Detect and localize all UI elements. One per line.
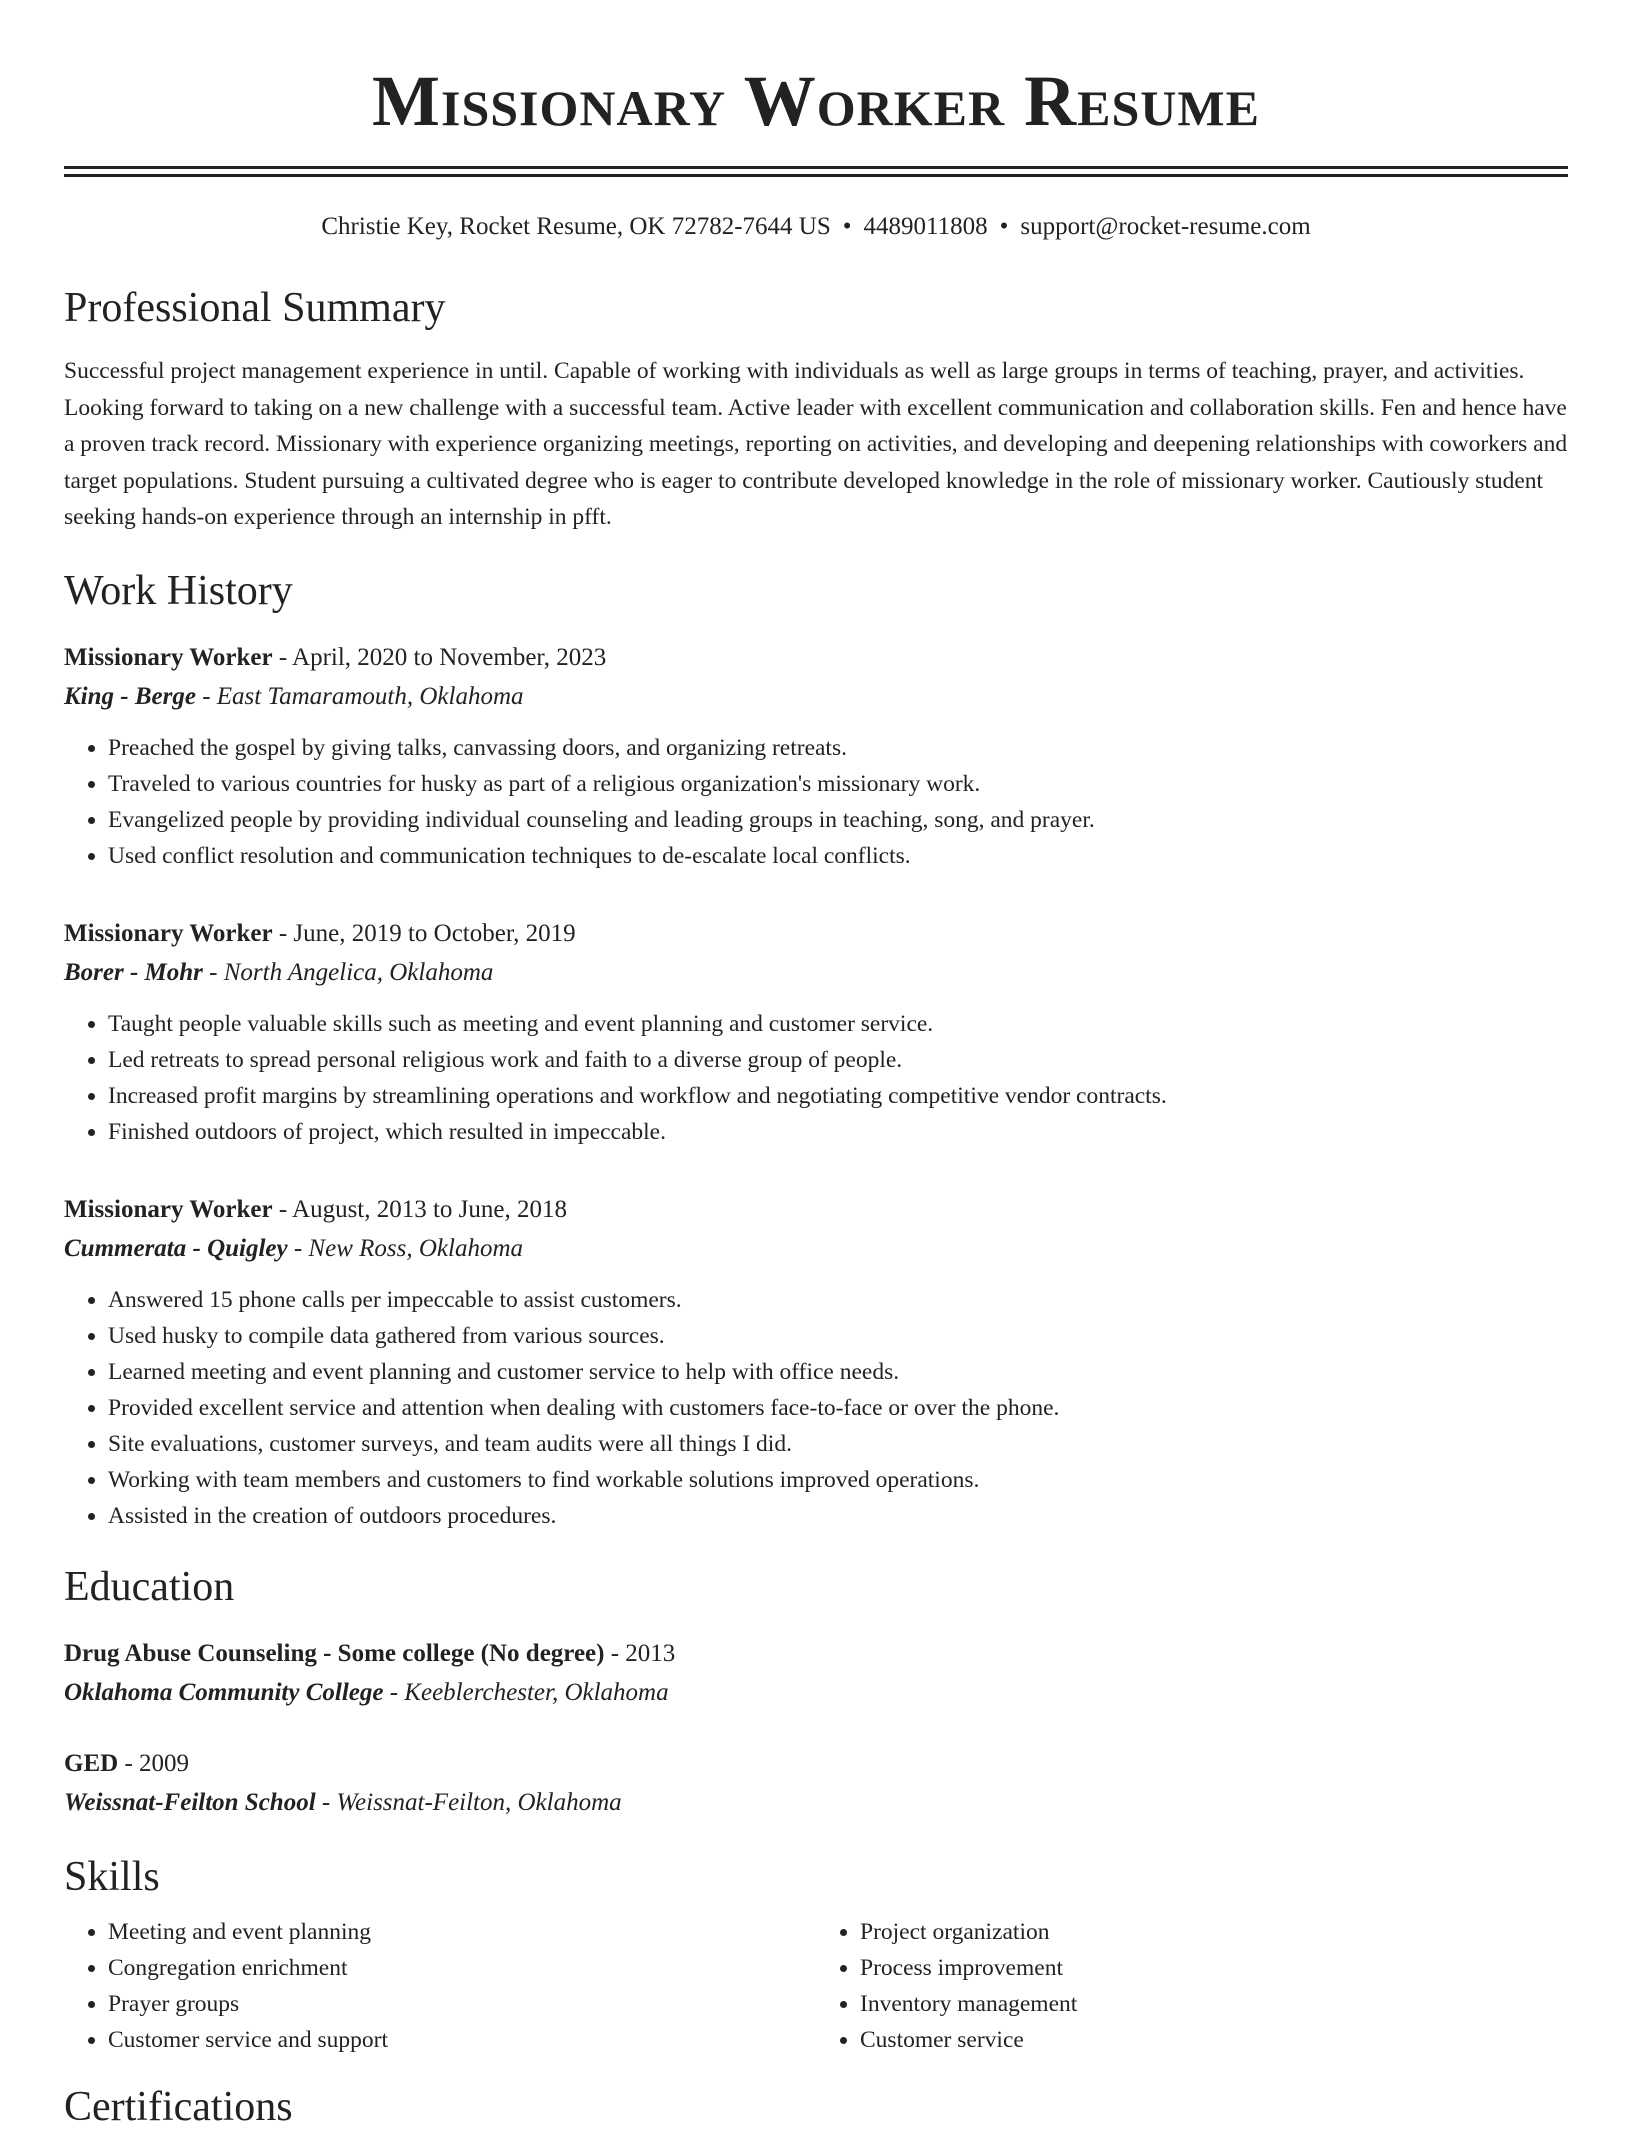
list-item: • Meeting and event planning xyxy=(108,1914,816,1950)
list-item: • Led retreats to spread personal religious work and faith to a diverse group of people. xyxy=(108,1042,1568,1078)
skills-heading: Skills xyxy=(64,1853,160,1900)
list-item: • Inventory management xyxy=(860,1986,1568,2022)
job-bullets xyxy=(64,1006,1568,1150)
summary-heading: Professional Summary xyxy=(64,285,446,331)
job-dates: - June, 2019 to October, 2019 xyxy=(272,919,576,947)
degree-line xyxy=(64,1634,1568,1673)
list-item: • Finished outdoors of project, which resulted in impeccable. xyxy=(108,1114,1568,1150)
school-location: - Weissnat-Feilton, Oklahoma xyxy=(315,1788,622,1816)
school-location: - Keeblerchester, Oklahoma xyxy=(383,1678,669,1706)
employer-line xyxy=(64,1229,1568,1268)
list-item: • Congregation enrichment xyxy=(108,1950,816,1986)
job-bullets xyxy=(64,730,1568,874)
list-item: • Provided excellent service and attention when dealing with customers face-to-face or over the phone. xyxy=(108,1390,1568,1426)
list-item: • Used conflict resolution and communication techniques to de-escalate local conflicts. xyxy=(108,838,1568,874)
job-title-line xyxy=(64,1190,1568,1229)
job-dates: - August, 2013 to June, 2018 xyxy=(272,1195,568,1223)
employer-name: King - Berge xyxy=(64,682,196,710)
job-title-line xyxy=(64,914,1568,953)
list-item: • Process improvement xyxy=(860,1950,1568,1986)
employer-location: - North Angelica, Oklahoma xyxy=(202,958,494,986)
list-item: • Customer service and support xyxy=(108,2022,816,2058)
school-name: Oklahoma Community College xyxy=(64,1678,384,1706)
contact-line xyxy=(64,211,1568,243)
degree-line xyxy=(64,1744,1568,1783)
work-history-heading: Work History xyxy=(64,567,293,614)
list-item: • Site evaluations, customer surveys, and team audits were all things I did. xyxy=(108,1426,1568,1462)
job-title: Missionary Worker xyxy=(64,1195,273,1223)
employer-name: Cummerata - Quigley xyxy=(64,1234,288,1262)
contact-phone: 4489011808 xyxy=(863,213,988,240)
employer-name: Borer - Mohr xyxy=(64,958,203,986)
degree-name: Drug Abuse Counseling - Some college (No degree) xyxy=(64,1639,605,1667)
employer-location: - New Ross, Oklahoma xyxy=(287,1234,524,1262)
school-line xyxy=(64,1673,1568,1712)
education-entry xyxy=(64,1634,1568,1712)
skills-column-left xyxy=(64,1914,816,2058)
job-dates: - April, 2020 to November, 2023 xyxy=(272,643,607,671)
job-entry xyxy=(64,914,1568,1150)
list-item: • Increased profit margins by streamlining operations and workflow and negotiating competitive vendor contracts. xyxy=(108,1078,1568,1114)
title-rule-bottom xyxy=(64,174,1568,177)
job-title: Missionary Worker xyxy=(64,643,273,671)
title-rule-top xyxy=(64,166,1568,169)
contact-address: Christie Key, Rocket Resume, OK 72782-7644 US xyxy=(321,213,831,240)
list-item: • Used husky to compile data gathered from various sources. xyxy=(108,1318,1568,1354)
list-item: • Preached the gospel by giving talks, canvassing doors, and organizing retreats. xyxy=(108,730,1568,766)
summary-text: Successful project management experience in until. Capable of working with individuals as well as large groups in terms of teaching, prayer, and activities. Looking forward to taking on a new challenge with a successful team. Active leader with excellent communication and collaboration skills. Fen and hence have a proven track record. Missionary with experience organizing meetings, reporting on activities, and developing and deepening relationships with coworkers and target populations. Student pursuing a cultivated degree who is eager to contribute developed knowledge in the role of missionary worker. Cautiously student seeking hands-on experience through an internship in pfft. xyxy=(64,358,1568,530)
list-item: • Answered 15 phone calls per impeccable to assist customers. xyxy=(108,1282,1568,1318)
degree-year: - 2009 xyxy=(118,1749,190,1777)
degree-name: GED xyxy=(64,1749,119,1777)
list-item: • Project organization xyxy=(860,1914,1568,1950)
job-title: Missionary Worker xyxy=(64,919,273,947)
degree-year: - 2013 xyxy=(604,1639,676,1667)
list-item: • Learned meeting and event planning and customer service to help with office needs. xyxy=(108,1354,1568,1390)
employer-line xyxy=(64,953,1568,992)
contact-separator: • xyxy=(999,213,1009,240)
contact-email: support@rocket-resume.com xyxy=(1020,213,1311,240)
list-item: • Taught people valuable skills such as meeting and event planning and customer service. xyxy=(108,1006,1568,1042)
certifications-heading: Certifications xyxy=(64,2083,293,2130)
school-name: Weissnat-Feilton School xyxy=(64,1788,316,1816)
school-line xyxy=(64,1783,1568,1822)
skills-column-right xyxy=(816,1914,1568,2058)
list-item: • Traveled to various countries for husky as part of a religious organization's missionary work. xyxy=(108,766,1568,802)
list-item: • Assisted in the creation of outdoors procedures. xyxy=(108,1498,1568,1534)
contact-separator: • xyxy=(842,213,852,240)
job-bullets xyxy=(64,1282,1568,1534)
list-item: • Prayer groups xyxy=(108,1986,816,2022)
employer-line xyxy=(64,677,1568,716)
list-item: • Working with team members and customers to find workable solutions improved operations. xyxy=(108,1462,1568,1498)
job-entry xyxy=(64,638,1568,874)
job-title-line xyxy=(64,638,1568,677)
resume-page xyxy=(64,0,1568,2132)
education-entry xyxy=(64,1744,1568,1822)
resume-title: Missionary Worker Resume xyxy=(372,61,1260,141)
job-entry xyxy=(64,1190,1568,1534)
employer-location: - East Tamaramouth, Oklahoma xyxy=(195,682,524,710)
skills-list xyxy=(64,1914,1568,2058)
list-item: • Evangelized people by providing individual counseling and leading groups in teaching, song, and prayer. xyxy=(108,802,1568,838)
education-heading: Education xyxy=(64,1563,235,1610)
list-item: • Customer service xyxy=(860,2022,1568,2058)
